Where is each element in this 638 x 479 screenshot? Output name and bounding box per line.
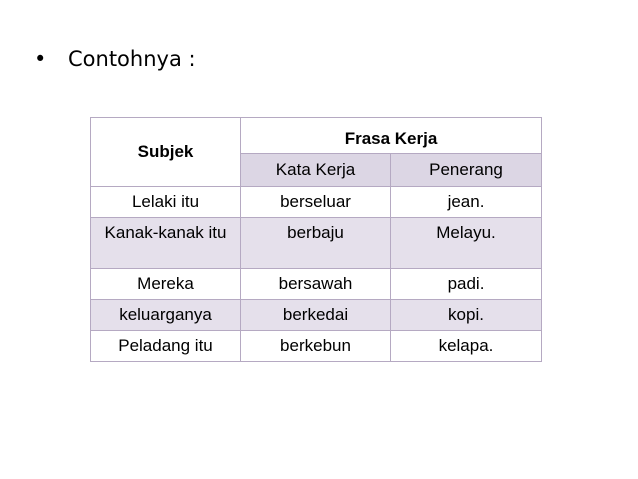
cell-penerang: padi. [391, 269, 542, 300]
cell-subjek: keluarganya [91, 300, 241, 331]
header-kata-kerja: Kata Kerja [241, 154, 391, 187]
cell-kata-kerja: berkedai [241, 300, 391, 331]
table-row [91, 331, 542, 362]
cell-subjek: Lelaki itu [91, 187, 241, 218]
cell-subjek: Mereka [91, 269, 241, 300]
heading-text: Contohnya : [68, 47, 196, 71]
header-subjek: Subjek [91, 118, 241, 187]
cell-kata-kerja: berkebun [241, 331, 391, 362]
cell-subjek: Peladang itu [91, 331, 241, 362]
cell-penerang: kopi. [391, 300, 542, 331]
table-row [91, 269, 542, 300]
table-row [91, 218, 542, 269]
cell-kata-kerja: berseluar [241, 187, 391, 218]
cell-penerang: kelapa. [391, 331, 542, 362]
table-row [91, 187, 542, 218]
table-row [91, 300, 542, 331]
cell-penerang: Melayu. [391, 218, 542, 269]
header-frasa-kerja: Frasa Kerja [241, 118, 542, 154]
slide-heading [34, 44, 196, 74]
cell-kata-kerja: bersawah [241, 269, 391, 300]
cell-kata-kerja: berbaju [241, 218, 391, 269]
frasa-kerja-table [90, 117, 542, 362]
table-header-row [91, 118, 542, 154]
header-penerang: Penerang [391, 154, 542, 187]
bullet-icon: • [34, 47, 47, 71]
cell-penerang: jean. [391, 187, 542, 218]
cell-subjek: Kanak-kanak itu [91, 218, 241, 269]
